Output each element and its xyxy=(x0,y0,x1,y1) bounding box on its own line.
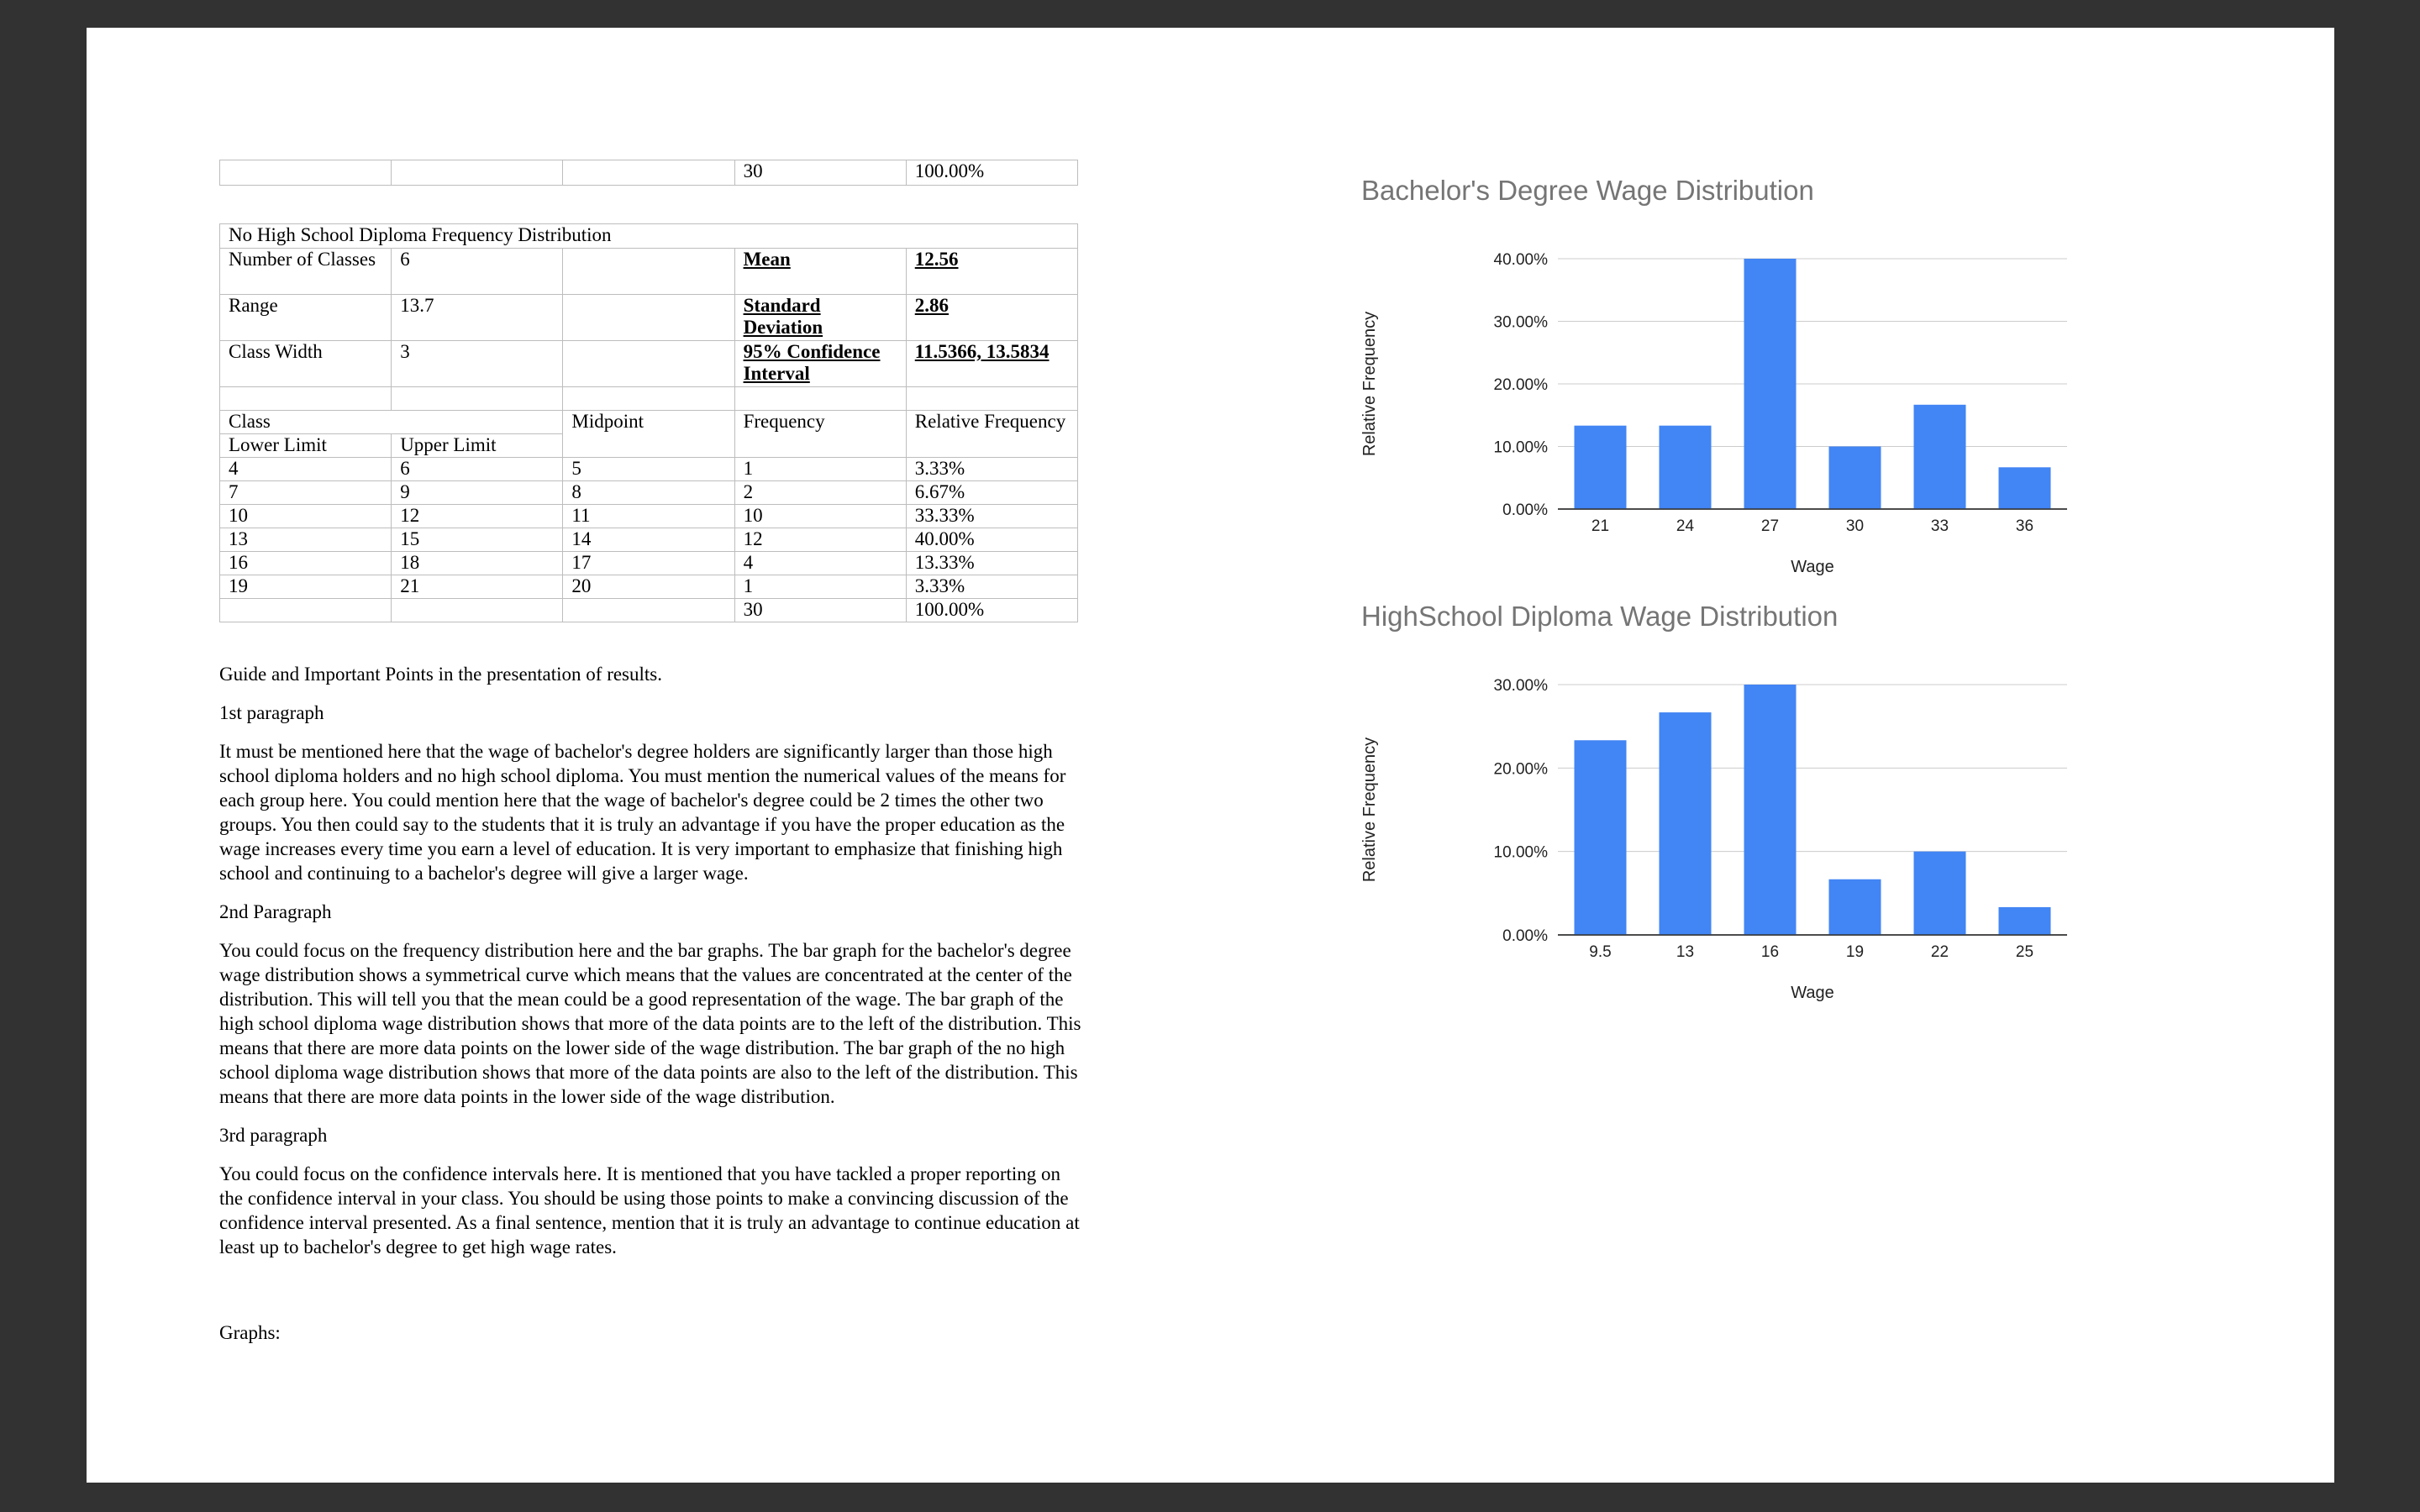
guide-section xyxy=(219,662,1085,1273)
table-row: 19 21 20 1 3.33% xyxy=(220,575,1078,599)
bar xyxy=(1914,405,1966,509)
lower-limit-header: Lower Limit xyxy=(220,434,392,458)
nhs-relative-total: 100.00% xyxy=(906,599,1077,622)
table-row: 7 9 8 2 6.67% xyxy=(220,481,1078,505)
top-frequency-total: 30 xyxy=(734,160,906,186)
y-tick-label: 30.00% xyxy=(1493,313,1548,332)
mean-value: 12.56 xyxy=(906,249,1077,295)
paragraph-2-heading: 2nd Paragraph xyxy=(219,901,332,922)
x-tick-label: 33 xyxy=(1930,517,1949,535)
bachelors-wage-chart xyxy=(1361,175,2101,595)
bar xyxy=(1575,740,1627,935)
ci-value: 11.5366, 13.5834 xyxy=(906,341,1077,387)
highschool-wage-chart xyxy=(1361,601,2101,1021)
nhs-frequency-total: 30 xyxy=(734,599,906,622)
paragraph-1-heading: 1st paragraph xyxy=(219,702,324,723)
y-tick-label: 20.00% xyxy=(1493,376,1548,394)
x-tick-label: 13 xyxy=(1676,943,1695,961)
y-tick-label: 0.00% xyxy=(1502,501,1548,519)
bar xyxy=(1914,852,1966,935)
x-tick-label: 21 xyxy=(1591,517,1610,535)
nhs-frequency-table xyxy=(219,223,1078,622)
chart-svg xyxy=(1361,175,2101,595)
bar xyxy=(1999,907,2051,935)
chart-title: HighSchool Diploma Wage Distribution xyxy=(1361,601,1839,632)
num-classes-label: Number of Classes xyxy=(220,249,392,295)
y-tick-label: 30.00% xyxy=(1493,677,1548,695)
x-tick-label: 27 xyxy=(1760,517,1780,535)
bar xyxy=(1744,685,1797,935)
y-tick-label: 0.00% xyxy=(1502,927,1548,945)
guide-heading: Guide and Important Points in the presentation of results. xyxy=(219,664,662,685)
chart-title: Bachelor's Degree Wage Distribution xyxy=(1361,175,1814,206)
class-width-value: 3 xyxy=(392,341,563,387)
bar xyxy=(1829,447,1881,510)
x-tick-label: 9.5 xyxy=(1589,943,1612,961)
y-axis-title: Relative Frequency xyxy=(1360,737,1379,883)
mean-label: Mean xyxy=(734,249,906,295)
table-row: 16 18 17 4 13.33% xyxy=(220,552,1078,575)
x-tick-label: 16 xyxy=(1760,943,1780,961)
sd-label: Standard Deviation xyxy=(734,295,906,341)
bar xyxy=(1575,426,1627,509)
bar xyxy=(1660,712,1712,935)
x-tick-label: 25 xyxy=(2015,943,2034,961)
nhs-table-title: No High School Diploma Frequency Distribution xyxy=(220,224,1078,249)
y-tick-label: 20.00% xyxy=(1493,760,1548,779)
class-header: Class xyxy=(220,411,563,434)
graphs-label: Graphs: xyxy=(219,1322,281,1343)
ci-label: 95% Confidence Interval xyxy=(734,341,906,387)
range-value: 13.7 xyxy=(392,295,563,341)
bar xyxy=(1660,426,1712,509)
sd-value: 2.86 xyxy=(906,295,1077,341)
midpoint-header: Midpoint xyxy=(563,411,734,458)
bar xyxy=(1744,259,1797,509)
y-tick-label: 10.00% xyxy=(1493,843,1548,862)
x-tick-label: 22 xyxy=(1930,943,1949,961)
x-axis-title: Wage xyxy=(1791,984,1834,1002)
num-classes-value: 6 xyxy=(392,249,563,295)
paragraph-2-text: You could focus on the frequency distribution here and the bar graphs. The bar graph for the bachelor's degree wage distribution shows a symmetrical curve which means that the values are concentrated at the center of the distribution. This will tell you that the mean could be a good representation of the wage. The bar graph of the high school diploma wage distribution shows that more of the data points are to the left of the distribution. This means that there are more data points on the lower side of the wage distribution. The bar graph of the no high school diploma wage distribution shows that more of the data points are also to the left of the distribution. This means that there are more data points in the lower side of the wage distribution. xyxy=(219,940,1081,1107)
table-row: 13 15 14 12 40.00% xyxy=(220,528,1078,552)
top-relative-total: 100.00% xyxy=(906,160,1077,186)
x-axis-title: Wage xyxy=(1791,558,1834,576)
paragraph-1-text: It must be mentioned here that the wage of bachelor's degree holders are significantly larger than those high school diploma holders and no high school diploma. You must mention the numerical values of the means for each group here. You could mention here that the wage of bachelor's degree could be 2 times the other two groups. You then could say to the students that it is truly an advantage if you have the proper education as the wage increases every time you earn a level of education. It is very important to emphasize that finishing high school and continuing to a bachelor's degree will give a larger wage. xyxy=(219,741,1066,884)
relative-frequency-header: Relative Frequency xyxy=(906,411,1077,458)
table-row: 4 6 5 1 3.33% xyxy=(220,458,1078,481)
paragraph-3-text: You could focus on the confidence intervals here. It is mentioned that you have tackled a proper reporting on the confidence interval in your class. You should be using those points to make a convincing discussion of the confidence interval presented. As a final sentence, mention that it is truly an advantage to continue education at least up to bachelor's degree to get high wage rates. xyxy=(219,1163,1080,1257)
bar xyxy=(1999,467,2051,509)
bar xyxy=(1829,879,1881,935)
x-tick-label: 30 xyxy=(1845,517,1865,535)
class-width-label: Class Width xyxy=(220,341,392,387)
table-row: 10 12 11 10 33.33% xyxy=(220,505,1078,528)
x-tick-label: 36 xyxy=(2015,517,2034,535)
chart-svg xyxy=(1361,601,2101,1021)
range-label: Range xyxy=(220,295,392,341)
y-axis-title: Relative Frequency xyxy=(1360,311,1379,457)
y-tick-label: 10.00% xyxy=(1493,438,1548,457)
frequency-header: Frequency xyxy=(734,411,906,458)
top-table-tail xyxy=(219,160,1078,186)
y-tick-label: 40.00% xyxy=(1493,251,1548,269)
upper-limit-header: Upper Limit xyxy=(392,434,563,458)
x-tick-label: 19 xyxy=(1845,943,1865,961)
document-page xyxy=(87,28,2334,1483)
x-tick-label: 24 xyxy=(1676,517,1695,535)
paragraph-3-heading: 3rd paragraph xyxy=(219,1125,328,1146)
